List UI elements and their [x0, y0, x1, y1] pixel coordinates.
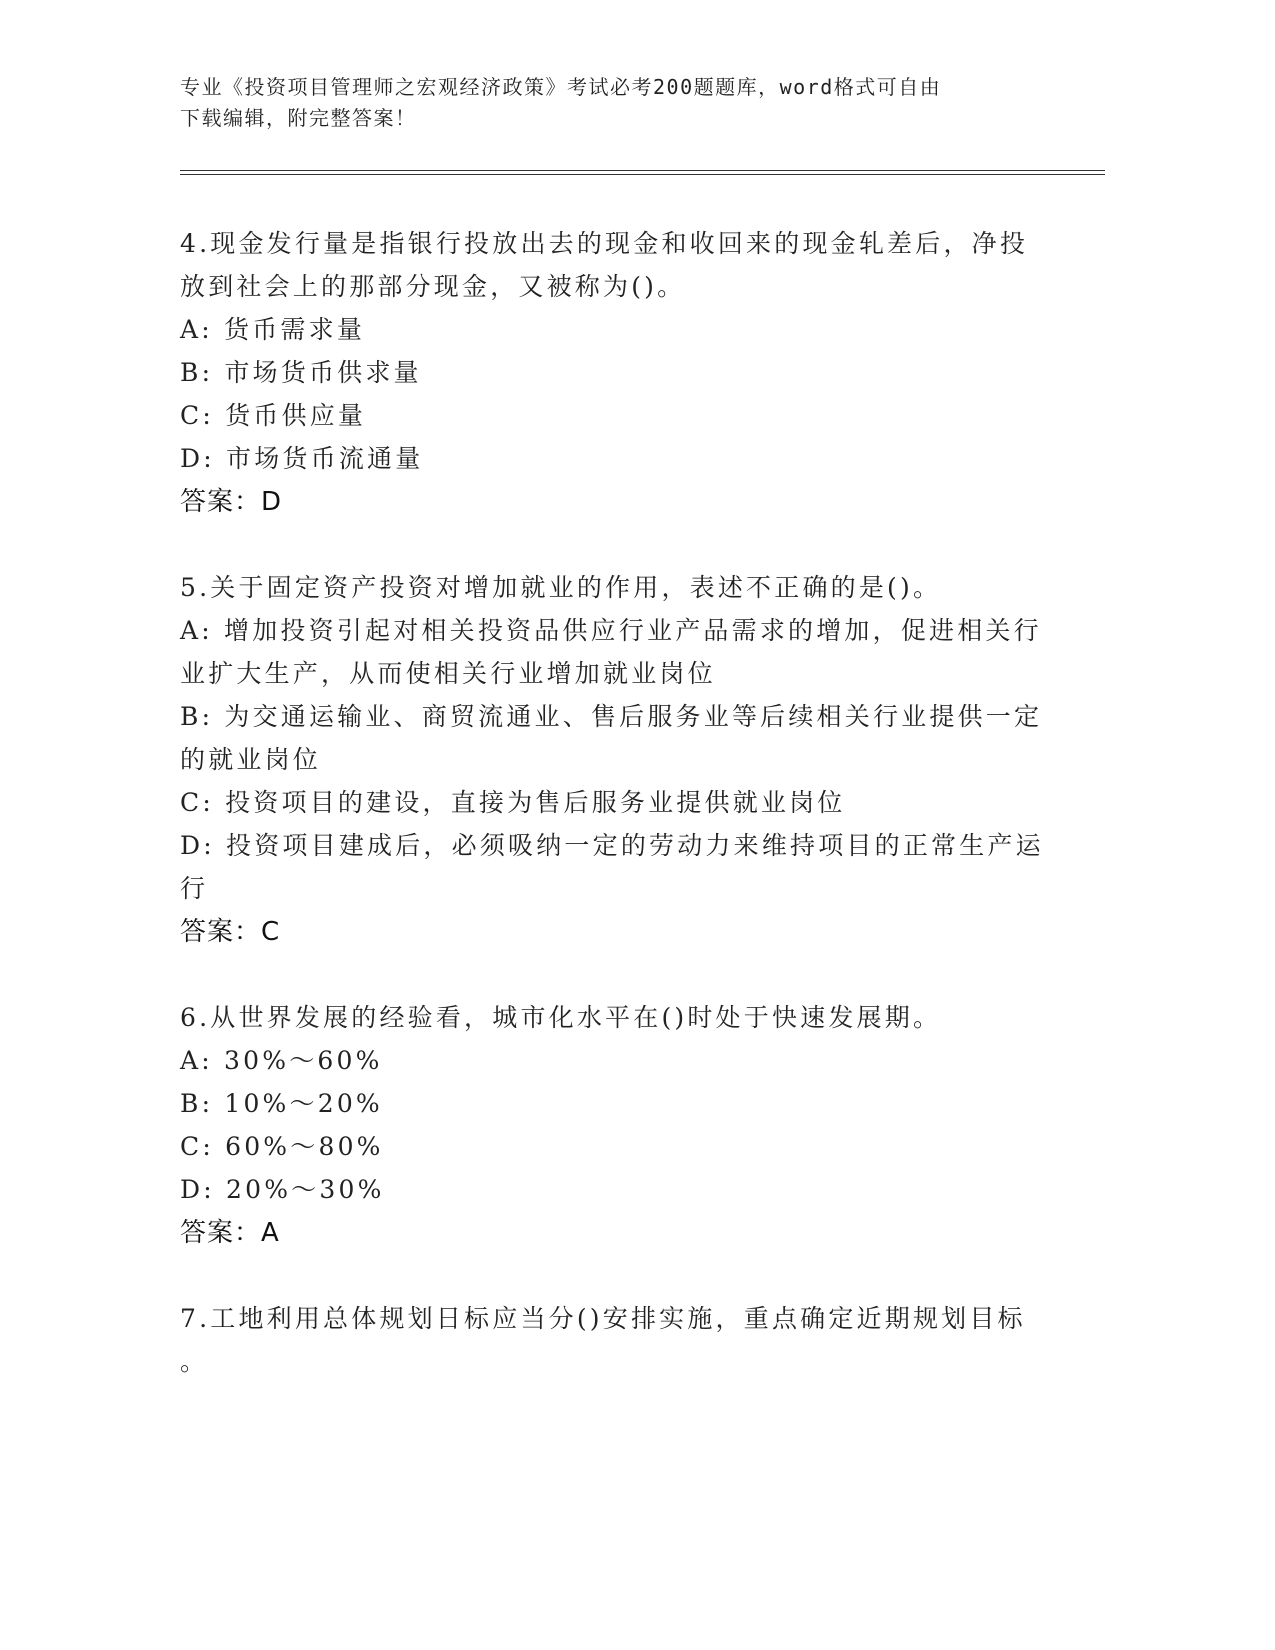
question-text: 。	[180, 1347, 209, 1376]
option-a: A: 货币需求量	[180, 315, 366, 344]
option-b: B: 10%～20%	[180, 1089, 383, 1118]
document-header	[180, 72, 1060, 134]
question-7	[180, 1297, 1060, 1383]
question-text: 6.从世界发展的经验看，城市化水平在()时处于快速发展期。	[180, 1003, 942, 1032]
option-a: A: 30%～60%	[180, 1046, 383, 1075]
header-divider-top	[180, 170, 1105, 171]
option-d-cont: 行	[180, 874, 209, 903]
question-list	[180, 222, 1060, 1425]
answer-label: 答案：C	[180, 917, 281, 947]
question-4	[180, 222, 1060, 524]
question-text: 7.工地利用总体规划日标应当分()安排实施，重点确定近期规划目标	[180, 1304, 1026, 1333]
option-a-cont: 业扩大生产，从而使相关行业增加就业岗位	[180, 659, 716, 688]
header-divider-bottom	[180, 174, 1105, 175]
option-b: B: 为交通运输业、商贸流通业、售后服务业等后续相关行业提供一定	[180, 702, 1043, 731]
answer-label: 答案：D	[180, 487, 283, 517]
option-c: C: 60%～80%	[180, 1132, 384, 1161]
header-line-2: 下载编辑，附完整答案！	[180, 106, 417, 130]
option-d: D: 投资项目建成后，必须吸纳一定的劳动力来维持项目的正常生产运	[180, 831, 1044, 860]
question-6	[180, 996, 1060, 1255]
question-text: 5.关于固定资产投资对增加就业的作用，表述不正确的是()。	[180, 573, 942, 602]
question-text: 放到社会上的那部分现金，又被称为()。	[180, 272, 686, 301]
option-c: C: 货币供应量	[180, 401, 367, 430]
option-c: C: 投资项目的建设，直接为售后服务业提供就业岗位	[180, 788, 846, 817]
option-d: D: 20%～30%	[180, 1175, 385, 1204]
option-d: D: 市场货币流通量	[180, 444, 424, 473]
option-b: B: 市场货币供求量	[180, 358, 422, 387]
header-line-1: 专业《投资项目管理师之宏观经济政策》考试必考200题题库，word格式可自由	[180, 75, 942, 99]
question-text: 4.现金发行量是指银行投放出去的现金和收回来的现金轧差后，净投	[180, 229, 1029, 258]
option-b-cont: 的就业岗位	[180, 745, 322, 774]
answer-label: 答案：A	[180, 1218, 280, 1248]
option-a: A: 增加投资引起对相关投资品供应行业产品需求的增加，促进相关行	[180, 616, 1042, 645]
question-5	[180, 566, 1060, 954]
